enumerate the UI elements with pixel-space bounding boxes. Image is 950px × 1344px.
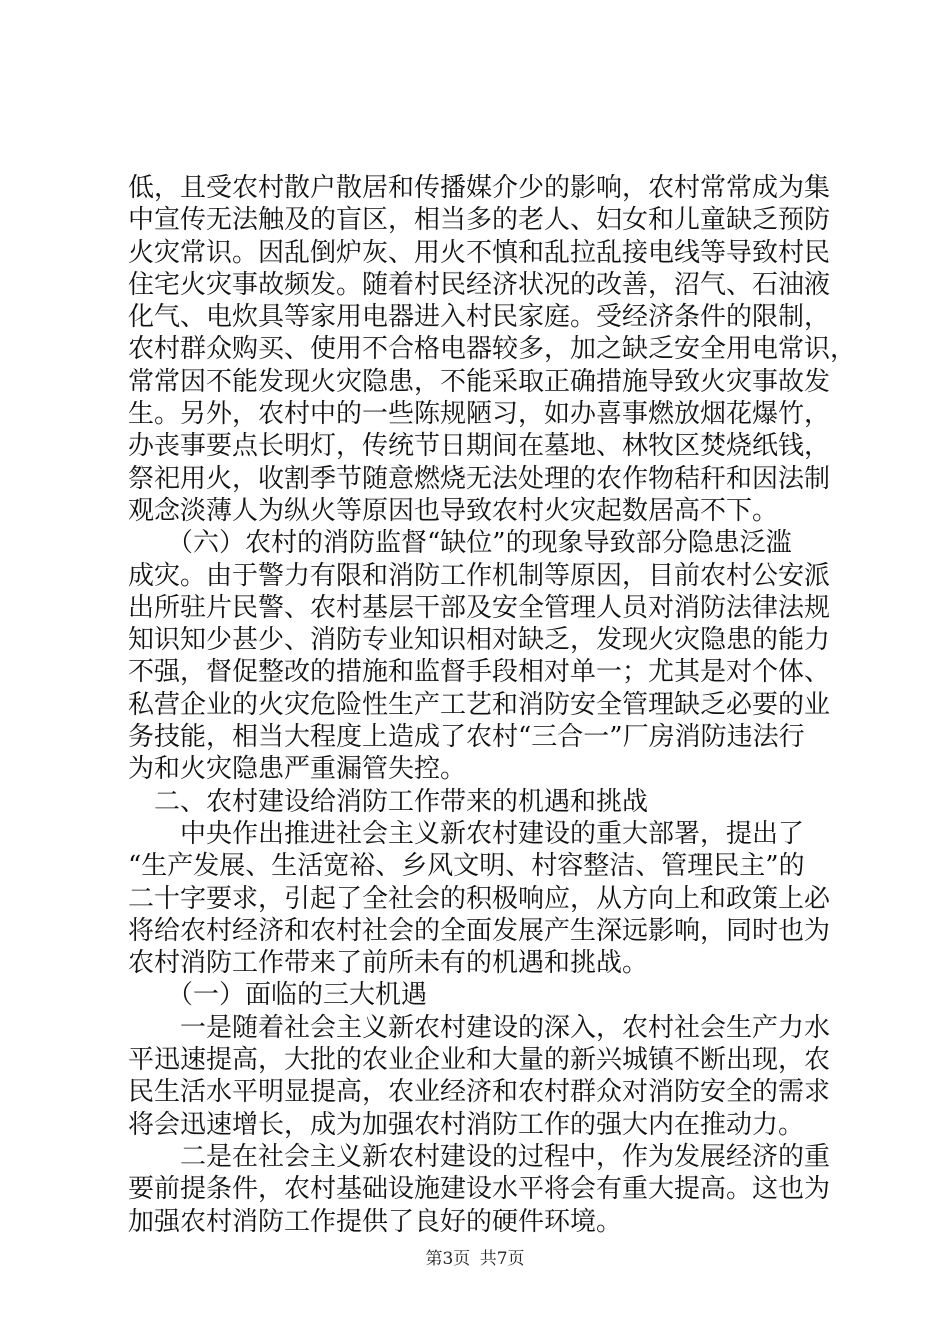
- text-line: 将会迅速增长，成为加强农村消防工作的强大内在推动力。: [128, 1109, 805, 1140]
- text-line: 低，且受农村散户散居和传播媒介少的影响，农村常常成为集: [128, 173, 831, 203]
- text-line: 为和火灾隐患严重漏管失控。: [128, 754, 467, 785]
- text-line: （六）农村的消防监督“缺位”的现象导致部分隐患泛滥: [128, 528, 792, 559]
- text-line: 农村群众购买、使用不合格电器较多，加之缺乏安全用电常识，: [128, 334, 857, 365]
- text-line: 祭祀用火，收割季节随意燃烧无法处理的农作物秸秆和因法制: [128, 463, 831, 494]
- text-line: 成灾。由于警力有限和消防工作机制等原因，目前农村公安派: [128, 560, 831, 591]
- text-line: “生产发展、生活宽裕、乡风文明、村容整洁、管理民主”的: [128, 851, 805, 882]
- text-line: 住宅火灾事故频发。随着村民经济状况的改善，沼气、石油液: [128, 269, 831, 300]
- text-line: 农村消防工作带来了前所未有的机遇和挑战。: [128, 948, 649, 979]
- text-line: 要前提条件，农村基础设施建设水平将会有重大提高。这也为: [128, 1174, 831, 1205]
- page-footer: [0, 1244, 950, 1269]
- text-line: 加强农村消防工作提供了良好的硬件环境。: [128, 1206, 623, 1237]
- text-line: 办丧事要点长明灯，传统节日期间在墓地、林牧区焚烧纸钱，: [128, 431, 831, 462]
- text-line: 一是随着社会主义新农村建设的深入，农村社会生产力水: [128, 1012, 831, 1043]
- text-line: 出所驻片民警、农村基层干部及安全管理人员对消防法律法规: [128, 592, 831, 623]
- text-line: 二十字要求，引起了全社会的积极响应，从方向上和政策上必: [128, 883, 831, 914]
- page-total: 共7页: [479, 1249, 525, 1269]
- text-line: 务技能，相当大程度上造成了农村“三合一”厂房消防违法行: [128, 722, 805, 753]
- text-line: 生。另外，农村中的一些陈规陋习，如办喜事燃放烟花爆竹，: [128, 399, 831, 430]
- text-line: 化气、电炊具等家用电器进入村民家庭。受经济条件的限制，: [128, 302, 831, 333]
- page-number: 第3页: [425, 1249, 471, 1269]
- text-line: 二、农村建设给消防工作带来的机遇和挑战: [128, 786, 649, 817]
- text-line: 火灾常识。因乱倒炉灰、用火不慎和乱拉乱接电线等导致村民: [128, 237, 831, 268]
- text-line: 常常因不能发现火灾隐患，不能采取正确措施导致火灾事故发: [128, 366, 831, 397]
- text-line: 二是在社会主义新农村建设的过程中，作为发展经济的重: [128, 1141, 831, 1172]
- text-line: 民生活水平明显提高，农业经济和农村群众对消防安全的需求: [128, 1077, 831, 1108]
- text-line: 观念淡薄人为纵火等原因也导致农村火灾起数居高不下。: [128, 495, 779, 526]
- text-line: （一）面临的三大机遇: [128, 980, 428, 1011]
- text-line: 知识知少甚少、消防专业知识相对缺乏，发现火灾隐患的能力: [128, 625, 831, 656]
- text-line: 中宣传无法触及的盲区，相当多的老人、妇女和儿童缺乏预防: [128, 205, 831, 236]
- document-body: [128, 172, 857, 1238]
- text-line: 平迅速提高，大批的农业企业和大量的新兴城镇不断出现，农: [128, 1045, 831, 1076]
- text-line: 不强，督促整改的措施和监督手段相对单一；尤其是对个体、: [128, 657, 831, 688]
- text-line: 中央作出推进社会主义新农村建设的重大部署，提出了: [128, 818, 805, 849]
- text-line: 私营企业的火灾危险性生产工艺和消防安全管理缺乏必要的业: [128, 689, 831, 720]
- text-line: 将给农村经济和农村社会的全面发展产生深远影响，同时也为: [128, 915, 831, 946]
